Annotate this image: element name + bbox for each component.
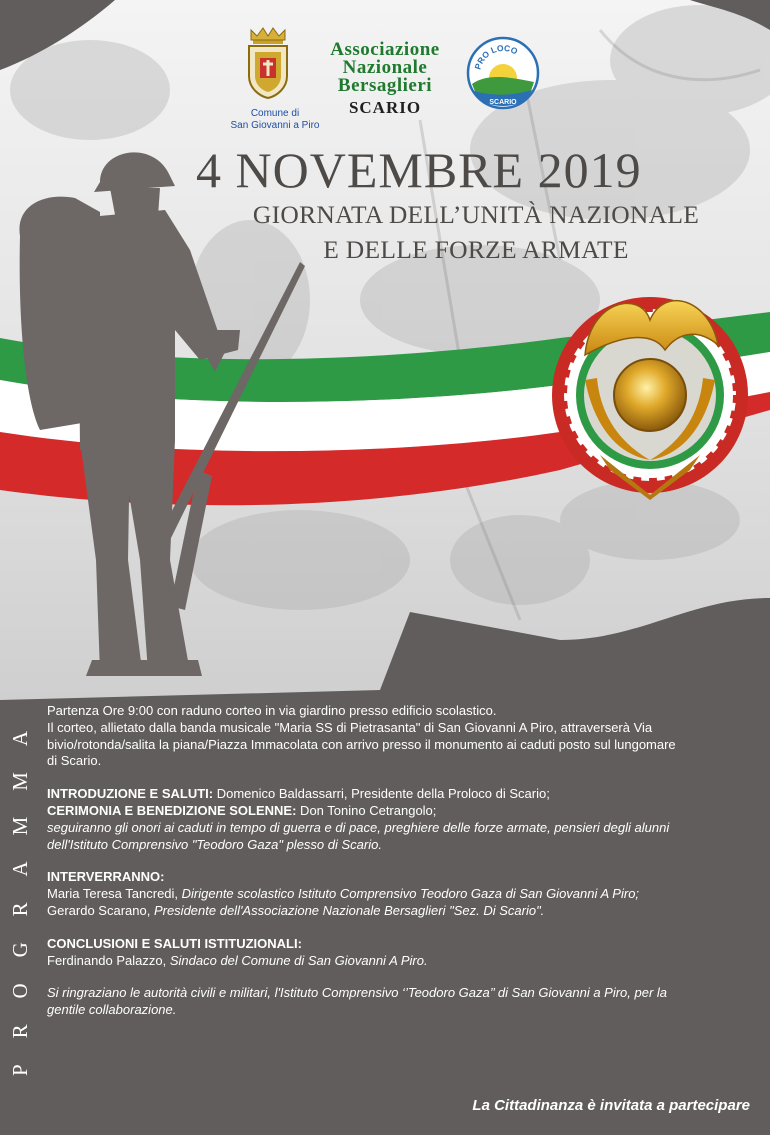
thanks-line2: gentile collaborazione.	[47, 1002, 177, 1018]
pro-loco-place: SCARIO	[489, 99, 517, 106]
ceremony-line2: seguiranno gli onori ai caduti in tempo di guerra e di pace, preghiere delle forze armate, pensieri degli alunni	[47, 819, 670, 835]
spacer	[47, 853, 757, 869]
speaker1-role: Dirigente scolastico Istituto Comprensivo Teodoro Gaza di San Giovanni A Piro;	[181, 886, 640, 902]
programma-text: PROGRAMMA	[8, 716, 32, 1076]
conclusions-name: Ferdinando Palazzo,	[47, 952, 170, 968]
programma-label	[5, 700, 35, 1080]
ceremony-text: Don Tonino Cetrangolo;	[296, 802, 437, 818]
programme-body	[47, 703, 757, 1019]
intro-label: INTRODUZIONE E SALUTI:	[47, 786, 214, 802]
thanks-line1: Si ringraziano le autorità civili e militari, l'Istituto Comprensivo ‘’Teodoro Gaza’’ di San Giovanni a Piro, per la	[47, 985, 668, 1001]
date-title: 4 NOVEMBRE 2019	[196, 142, 642, 198]
pro-loco-arc-text: PRO LOCO	[472, 42, 520, 71]
association-line1-text: Associazione	[330, 39, 440, 60]
association-line2-text: Nazionale	[342, 57, 428, 78]
comune-label-line1: Comune di	[250, 108, 300, 119]
speaker2-name: Gerardo Scarano,	[47, 902, 154, 918]
association-line3	[300, 76, 470, 95]
invitation-text: La Cittadinanza è invitata a partecipare	[472, 1097, 750, 1114]
speaker2-line	[47, 903, 757, 920]
speaker1-name: Maria Teresa Tancredi,	[47, 886, 182, 902]
ceremony-label: CERIMONIA E BENEDIZIONE SOLENNE:	[47, 802, 297, 818]
intro-text: Domenico Baldassarri, Presidente della Proloco di Scario;	[213, 786, 550, 802]
programme-line: di Scario.	[47, 753, 102, 769]
subtitle-line1: GIORNATA DELL’UNITÀ NAZIONALE	[252, 200, 700, 229]
conclusions-line	[47, 953, 757, 970]
speakers-label: INTERVERRANNO:	[47, 869, 165, 885]
comune-label-line2: San Giovanni a Piro	[230, 120, 320, 131]
association-place: SCARIO	[348, 98, 422, 117]
spacer	[47, 969, 757, 985]
speaker2-role: Presidente dell'Associazione Nazionale Bersaglieri "Sez. Di Scario".	[153, 902, 545, 918]
coat-of-arms-icon	[243, 26, 293, 100]
pro-loco-logo-icon	[466, 36, 540, 110]
ceremony-line3: dell'Istituto Comprensivo "Teodoro Gaza" plesso di Scario.	[47, 836, 382, 852]
programme-line: Partenza Ore 9:00 con raduno corteo in via giardino presso edificio scolastico.	[47, 703, 497, 718]
association-line3-text: Bersaglieri	[337, 75, 433, 96]
conclusions-role: Sindaco del Comune di San Giovanni A Piro.	[169, 952, 428, 968]
ceremony-line	[47, 803, 757, 820]
programme-line: Il corteo, allietato dalla banda musicale "Maria SS di Pietrasanta" di San Giovanni A Piro, attraverserà Via	[47, 719, 653, 735]
conclusions-label: CONCLUSIONI E SALUTI ISTITUZIONALI:	[47, 935, 302, 951]
intro-line	[47, 786, 757, 803]
speaker1-line	[47, 886, 757, 903]
programme-line: bivio/rotonda/salita la piana/Piazza Immacolata con arrivo presso il monumento ai caduti posto sul lungomare	[47, 736, 676, 752]
spacer	[47, 770, 757, 786]
spacer	[47, 920, 757, 936]
subtitle-line2: E DELLE FORZE ARMATE	[323, 235, 629, 264]
